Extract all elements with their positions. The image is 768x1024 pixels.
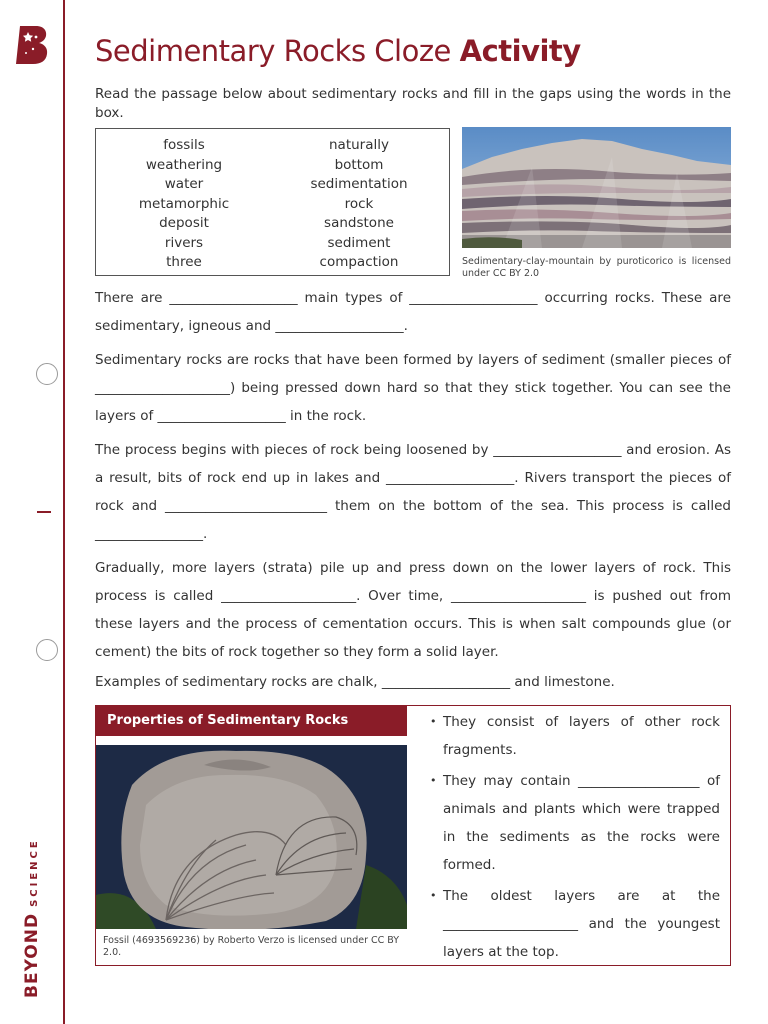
word-bank-item: sediment <box>327 234 391 251</box>
passage-paragraph-5: Examples of sedimentary rocks are chalk, ___________________ and limestone. <box>95 674 615 690</box>
passage-paragraph-4: Gradually, more layers (strata) pile up and press down on the lower layers of rock. This process is called ____________________. Over time, ____________________ is pushed out from these layers and the process of cementation occurs. This is when salt compounds glue (or cement) the bits of rock together so they form a solid layer. <box>95 560 731 660</box>
word-bank-item: three <box>166 254 202 270</box>
properties-box <box>95 705 731 966</box>
passage-paragraph-2: Sedimentary rocks are rocks that have been formed by layers of sediment (smaller pieces of ____________________) being pressed down hard so that they stick together. You can see the layers of ___________________ in the rock. <box>95 352 731 424</box>
word-bank-item: fossils <box>163 137 205 153</box>
fossil-shell-photo <box>96 745 407 929</box>
word-bank-item: sedimentation <box>310 176 408 192</box>
brand-wordmark <box>22 838 42 998</box>
punch-hole-top <box>36 363 58 385</box>
property-bullet-2: • They may contain __________________ of animals and plants which were trapped in the sediments as the rocks were formed. <box>430 767 720 879</box>
word-bank-item: bottom <box>334 156 384 173</box>
word-bank-item: sandstone <box>324 215 394 231</box>
word-bank-item: compaction <box>319 254 399 270</box>
punch-hole-bottom <box>36 639 58 661</box>
word-bank-item: weathering <box>145 156 223 173</box>
brand-word-beyond: BEYOND <box>22 912 42 998</box>
word-bank-item: water <box>164 176 204 192</box>
word-bank-item: deposit <box>159 215 209 231</box>
word-bank-box <box>95 128 450 276</box>
beyond-logo-icon <box>14 24 50 66</box>
title-regular: Sedimentary Rocks Cloze <box>95 34 460 68</box>
word-bank-column-2 <box>284 136 434 273</box>
title-bold: Activity <box>459 34 581 68</box>
photo-caption: Sedimentary-clay-mountain by puroticorico is licensed under CC BY 2.0 <box>462 256 731 279</box>
cloze-passage <box>95 284 731 698</box>
clay-mountain-photo <box>462 127 731 248</box>
word-bank-item: rock <box>344 195 374 212</box>
page-title <box>95 34 581 68</box>
word-bank-item: rivers <box>164 234 204 251</box>
fold-mark <box>37 511 51 513</box>
word-bank-item: metamorphic <box>138 195 230 212</box>
property-bullet-3: • The oldest layers are at the ____________________ and the youngest layers at the top. <box>430 882 720 966</box>
properties-heading: Properties of Sedimentary Rocks <box>96 706 407 736</box>
word-bank-column-1 <box>109 136 259 273</box>
passage-paragraph-3: The process begins with pieces of rock being loosened by ___________________ and erosion. As a result, bits of rock end up in lakes and ___________________. Rivers transport the pieces of rock and ________________________ them on the bottom of the sea. This process is called ________________. <box>95 442 731 542</box>
fossil-photo-caption: Fossil (4693569236) by Roberto Verzo is licensed under CC BY 2.0. <box>103 935 400 958</box>
margin-line <box>63 0 65 1024</box>
property-bullet-1: • They consist of layers of other rock fragments. <box>430 708 720 764</box>
brand-word-science: SCIENCE <box>29 838 40 907</box>
intro-text: Read the passage below about sedimentary rocks and fill in the gaps using the words in the box. <box>95 86 731 121</box>
word-bank-item: naturally <box>329 137 389 153</box>
passage-paragraph-1: There are ___________________ main types of ___________________ occurring rocks. These are sedimentary, igneous and ___________________. <box>95 290 731 334</box>
properties-list <box>430 708 720 969</box>
